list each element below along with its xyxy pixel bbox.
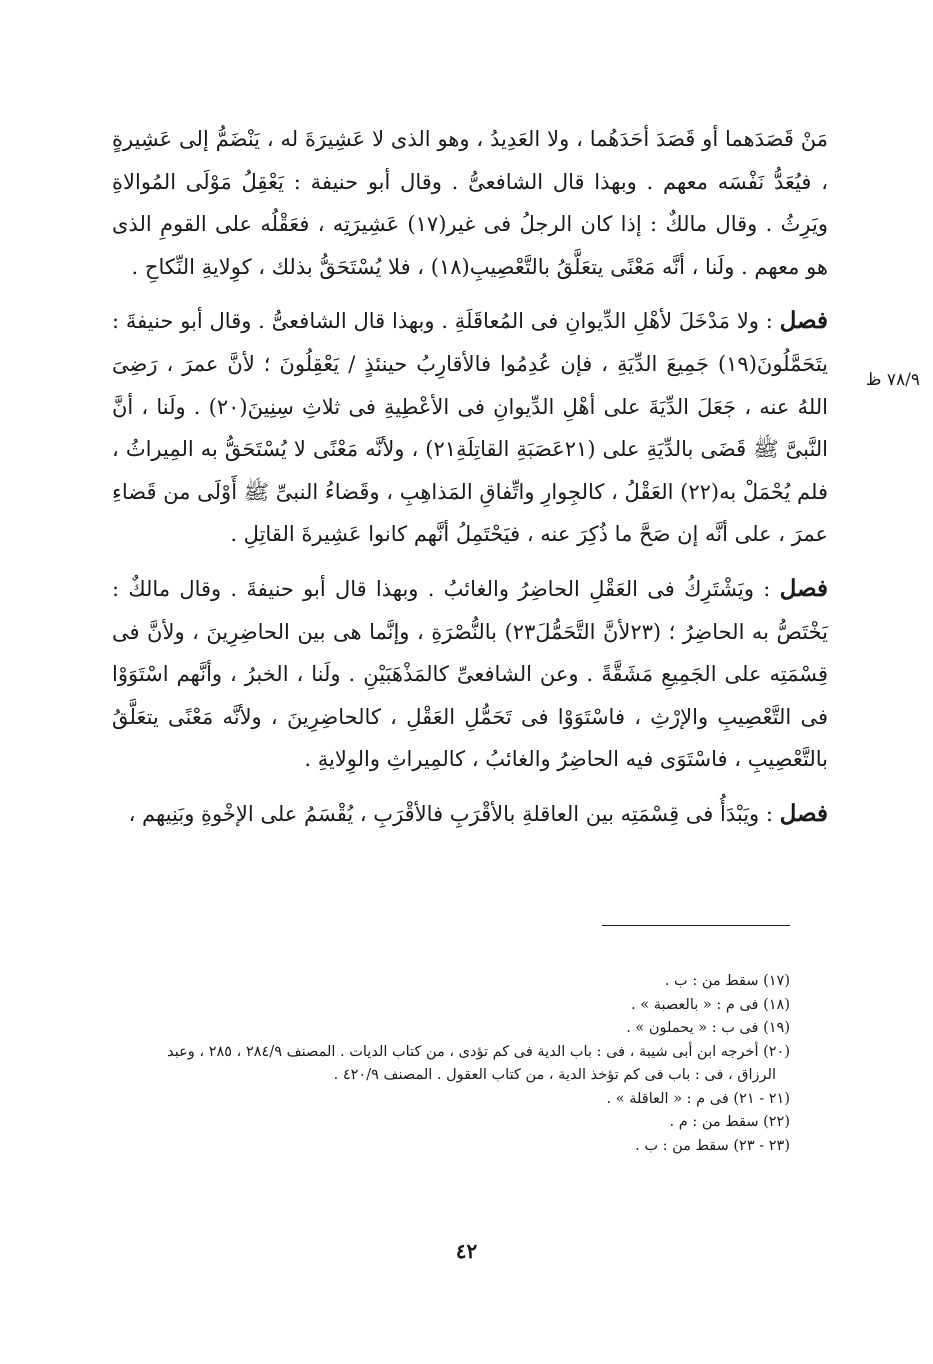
footnote-separator (602, 925, 790, 926)
section-heading-fasl: فصل (779, 574, 828, 602)
paragraph-4-text: : ويَبْدَأُ فى قِسْمَتِه بين العاقلةِ بالأقْرَبِ فالأقْرَبِ ، يُقْسَمُ على الإخْوةِ وبَنِيهم ، (128, 801, 773, 826)
footnote: (١٩) فى ب : « يحملون » . (626, 1020, 790, 1036)
footnote: (٢١ - ٢١) فى م : « العاقلة » . (606, 1090, 790, 1107)
paragraph-3-text: : ويَشْتَرِكُ فى العَقْلِ الحاضِرُ والغائبُ . وبهذا قال أبو حنيفةَ . وقال مالكٌ : يَخْتَصُّ به الحاضِرُ ؛ (٢٣لأنَّ التَّحَمُّلَ٢٣) بالنُّصْرَةِ ، وإنَّما هى بين الحاضِرِينَ ، ولأنَّ فى قِسْمَتِه على الجَمِيعِ مَشَقَّةً . وعن الشافعىِّ كالمَذْهَبَيْنِ . ولَنا ، الخبرُ ، وأنَّهم اسْتَوَوْا فى التَّعْصِيبِ والإرْثِ ، فاسْتَوَوْا فى تَحَمُّلِ العَقْلِ ، كالحاضِرِينَ ، ولأنَّه مَعْنًى يتعَلَّقُ بالتَّعْصِيبِ ، فاسْتَوَى فيه الحاضِرُ والغائبُ ، كالمِيراثِ والوِلايةِ . (112, 576, 828, 772)
footnote: (٢٠) أخرجه ابن أبى شيبة ، فى : باب الدية فى كم تؤدى ، من كتاب الديات . المصنف ٢٨٤/٩ ، ٢٨٥ ، وعبد (167, 1043, 790, 1060)
main-text (112, 118, 828, 848)
paragraph-2-text: : ولا مَدْخَلَ لأهْلِ الدِّيوانِ فى المُعاقَلَةِ . وبهذا قال الشافعىُّ . وقال أبو حنيفةَ : يتَحَمَّلُونَ(١٩) جَمِيعَ الدِّيَةِ ، فإن عُدِمُوا فالأقارِبُ حينئذٍ / يَعْقِلُونَ ؛ لأنَّ عمرَ ، رَضِىَ اللهُ عنه ، جَعَلَ الدِّيَةَ على أهْلِ الدِّيوانِ فى الأعْطِيةِ فى ثلاثِ سِنِينَ(٢٠) . ولَنا ، أنَّ النَّبىَّ ﷺ قَضَى بالدِّيَةِ على (٢١عَصَبَةِ القاتِلَةِ٢١) ، ولأنَّه مَعْنًى لا يُسْتَحَقُّ به المِيراثُ ، فلم يُحْمَلْ به(٢٢) العَقْلُ ، كالجِوارِ واتِّفاقِ المَذاهِبِ ، وقَضاءُ النبىِّ ﷺ أَوْلَى من قَضاءِ عمرَ ، على أنَّه إن صَحَّ ما ذُكِرَ عنه ، فيَحْتَمِلُ أنَّهم كانوا عَشِيرةَ القاتِلِ . (112, 309, 829, 547)
footnote-continuation: الرزاق ، فى : باب فى كم تؤخذ الدية ، من كتاب العقول . المصنف ٤٢٠/٩ . (333, 1067, 776, 1083)
section-heading-fasl: فصل (779, 799, 828, 827)
page-number: ٤٢ (455, 1239, 478, 1263)
footnote: (١٨) فى م : « بالعصبة » . (631, 996, 790, 1013)
section-heading-fasl: فصل (779, 307, 828, 335)
paragraph-1 (112, 118, 828, 288)
paragraph-1-text: مَنْ قَصَدَهما أو قَصَدَ أحَدَهُما ، ولا العَدِيدُ ، وهو الذى لا عَشِيرَةَ له ، يَنْضَمُّ إلى عَشِيرةٍ ، فيُعَدُّ نَفْسَه معهم . وبهذا قال الشافعىُّ . وقال أبو حنيفة : يَعْقِلُ مَوْلَى المُوالاةِ ويَرِثُ . وقال مالكٌ : إذا كان الرجلُ فى غير(١٧) عَشِيرَتِه ، فعَقْلُه على القومِ الذى هو معهم . ولَنا ، أنَّه مَعْنًى يتعَلَّقُ بالتَّعْصِيبِ(١٨) ، فلا يُسْتَحَقُّ بذلك ، كوِلايةِ النِّكاحِ . (112, 127, 828, 279)
paragraph-4 (112, 793, 828, 836)
footnote: (٢٣ - ٢٣) سقط من : ب . (635, 1137, 790, 1154)
paragraph-2 (112, 300, 828, 556)
footnotes (108, 970, 790, 1158)
margin-folio-note: ٧٨/٩ ظ (865, 370, 920, 390)
footnote: (١٧) سقط من : ب . (664, 973, 790, 989)
paragraph-3 (112, 568, 828, 781)
footnote: (٢٢) سقط من : م . (669, 1114, 790, 1130)
